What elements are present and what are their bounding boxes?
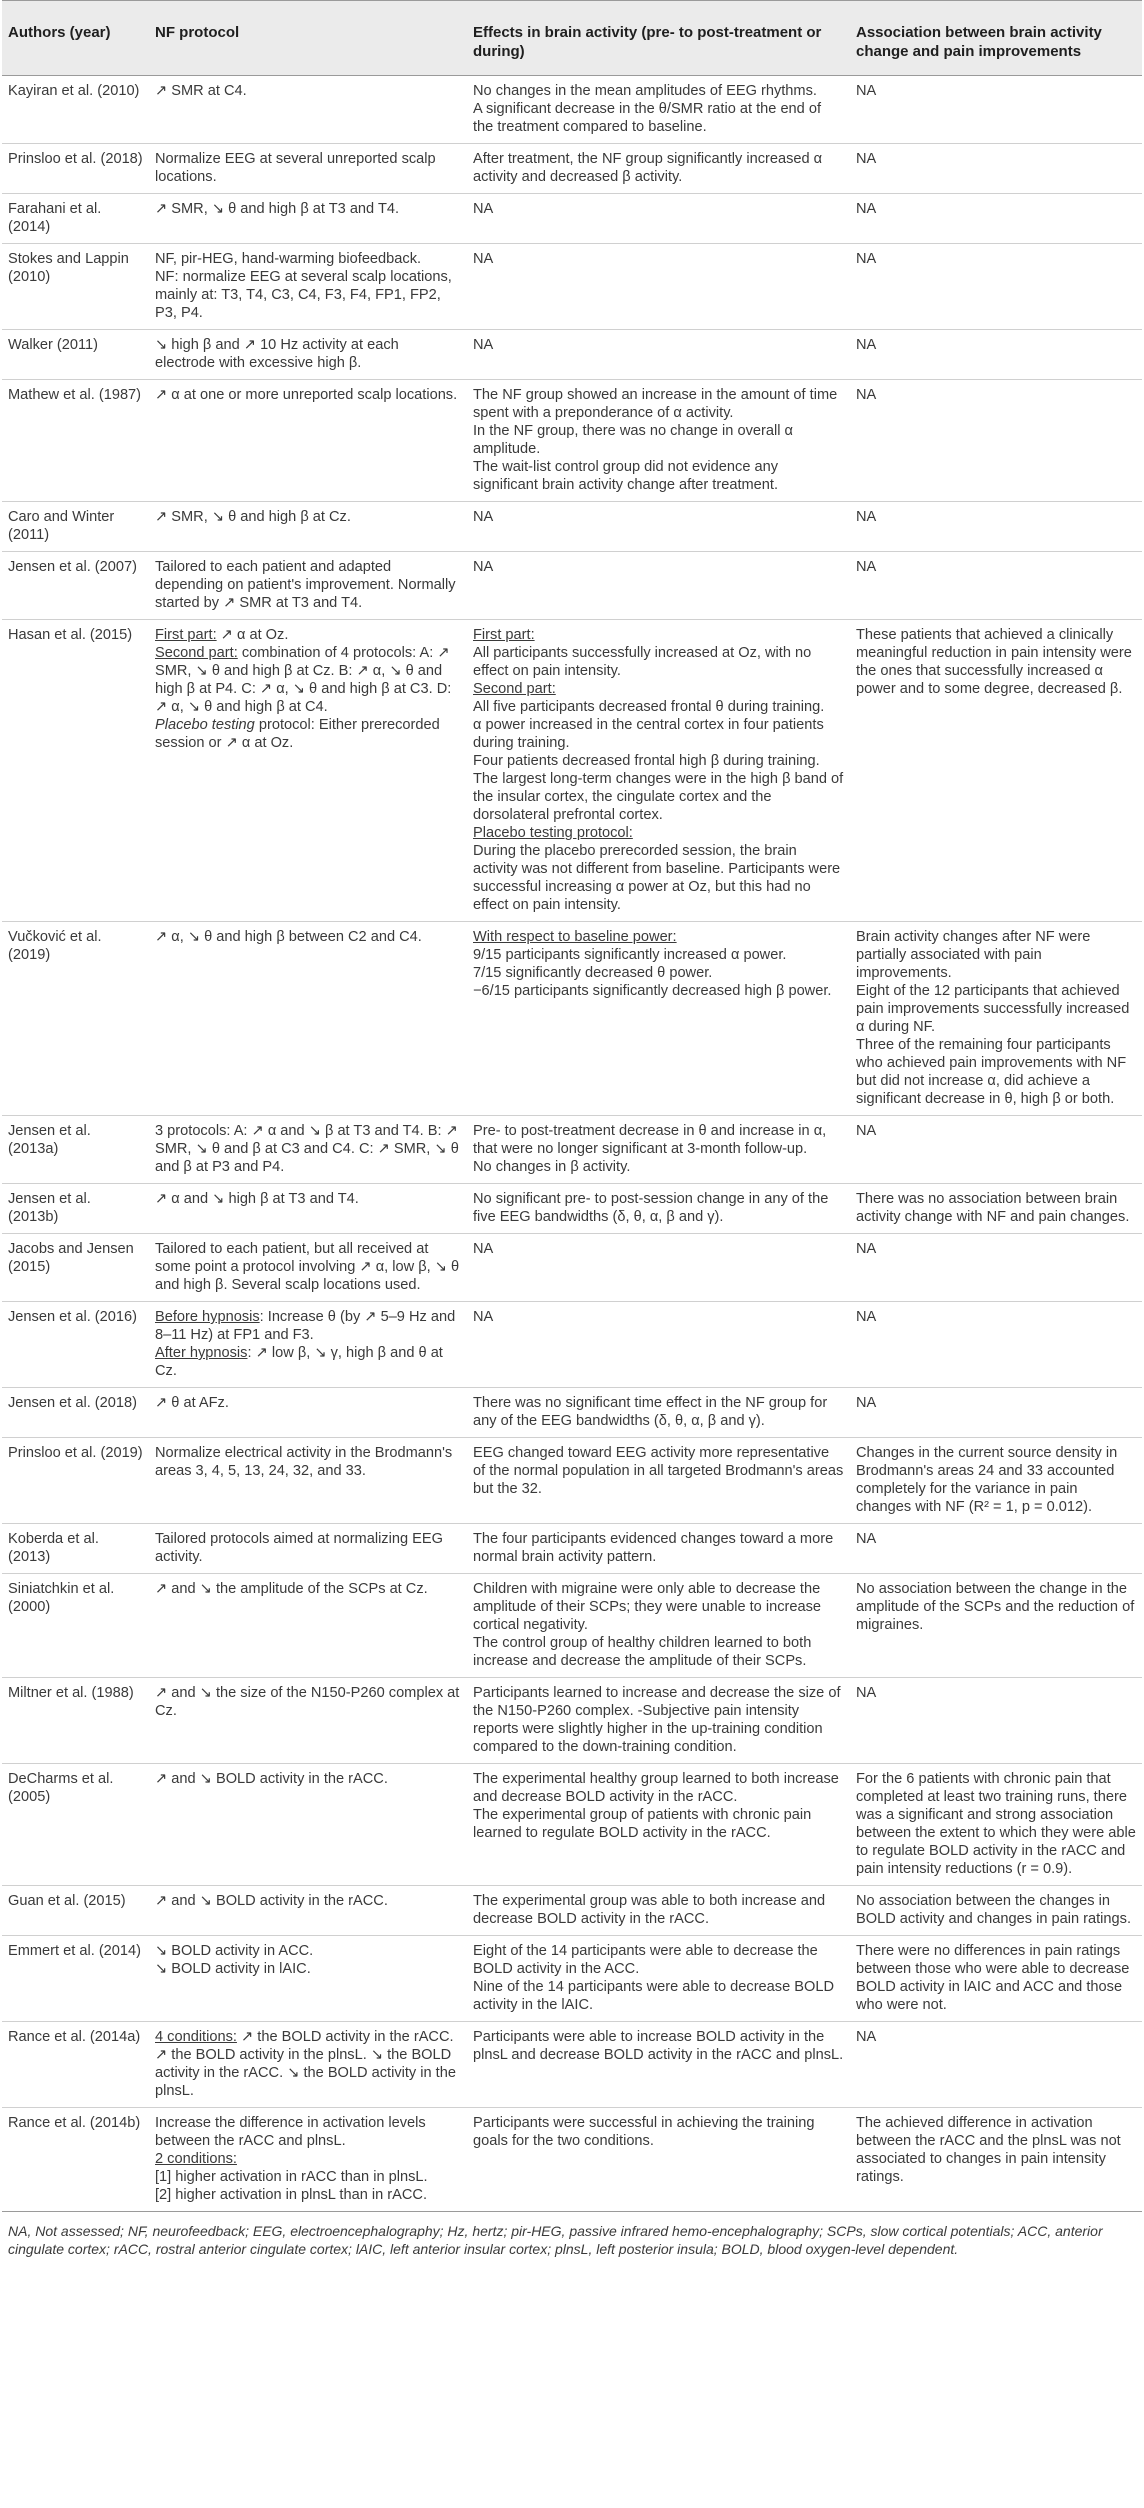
protocol-label: 4 conditions: (155, 2029, 237, 2045)
cell-author (2, 1388, 149, 1438)
effects-text: The NF group showed an increase in the amount of time spent with a preponderance of α activity. (473, 387, 838, 421)
protocol-text: 3 protocols: A: ↗ α and ↘ β at T3 and T4. B: ↗ SMR, ↘ θ and β at C3 and C4. C: ↗ SMR, ↘ θ and β at P3 and P4. (155, 1123, 459, 1175)
table-row (2, 1116, 1142, 1184)
cell-protocol (149, 244, 467, 330)
cell-effects (467, 1764, 850, 1886)
effects-text: In the NF group, there was no change in overall α amplitude. (473, 423, 793, 457)
protocol-text: ↗ and ↘ BOLD activity in the rACC. (155, 1771, 388, 1787)
table-row (2, 194, 1142, 244)
cell-protocol (149, 922, 467, 1116)
author-text: Prinsloo et al. (2018) (8, 151, 143, 167)
table-row (2, 620, 1142, 922)
cell-association (850, 1678, 1142, 1764)
association-text: NA (856, 559, 877, 575)
association-text: Changes in the current source density in Brodmann's areas 24 and 33 accounted completely for the variance in pain changes with NF (R² = 1, p = 0.012). (856, 1445, 1118, 1515)
protocol-text: Normalize EEG at several unreported scalp locations. (155, 151, 436, 185)
table-row (2, 144, 1142, 194)
protocol-text: : Increase θ (by ↗ 5–9 Hz and 8–11 Hz) at FP1 and F3. (155, 1309, 456, 1343)
effects-label: With respect to baseline power: (473, 929, 677, 945)
cell-author (2, 330, 149, 380)
cell-author (2, 1438, 149, 1524)
author-text: Mathew et al. (1987) (8, 387, 142, 403)
table-row (2, 1302, 1142, 1388)
effects-text: Four patients decreased frontal high β during training. (473, 753, 820, 769)
protocol-text: Tailored to each patient, but all received at some point a protocol involving ↗ α, low β, ↘ θ and high β. Several scalp locations used. (155, 1241, 460, 1293)
cell-author (2, 1886, 149, 1936)
table-row (2, 244, 1142, 330)
effects-text: α power increased in the central cortex in four patients during training. (473, 717, 824, 751)
effects-text: NA (473, 251, 494, 267)
cell-association (850, 1574, 1142, 1678)
author-text: Stokes and Lappin (2010) (8, 251, 129, 285)
cell-effects (467, 1234, 850, 1302)
association-text: These patients that achieved a clinically meaningful reduction in pain intensity were the ones that successfully increased α power and to some degree, decreased β. (856, 627, 1132, 697)
effects-text: The wait-list control group did not evidence any significant brain activity change after treatment. (473, 459, 779, 493)
cell-effects (467, 1302, 850, 1388)
cell-effects (467, 144, 850, 194)
protocol-text: ↗ α, ↘ θ and high β between C2 and C4. (155, 929, 422, 945)
author-text: Miltner et al. (1988) (8, 1685, 134, 1701)
association-text: NA (856, 1241, 877, 1257)
table-row (2, 1886, 1142, 1936)
cell-effects (467, 2022, 850, 2108)
cell-association (850, 1524, 1142, 1574)
cell-protocol (149, 1388, 467, 1438)
protocol-text: NF, pir-HEG, hand-warming biofeedback. (155, 251, 422, 267)
effects-text: There was no significant time effect in the NF group for any of the EEG bandwidths (δ, θ, α, β and γ). (473, 1395, 828, 1429)
effects-text: 9/15 participants significantly increased α power. (473, 947, 787, 963)
author-text: Rance et al. (2014a) (8, 2029, 141, 2045)
protocol-text: ↗ α at one or more unreported scalp locations. (155, 387, 458, 403)
effects-text: The experimental group was able to both increase and decrease BOLD activity in the rACC. (473, 1893, 826, 1927)
association-text: There were no differences in pain ratings between those who were able to decrease BOLD activity in lAIC and ACC and those who were not. (856, 1943, 1130, 2013)
table-row (2, 1438, 1142, 1524)
protocol-text: protocol: Either prerecorded session or ↗ α at Oz. (155, 717, 440, 751)
effects-text: NA (473, 201, 494, 217)
association-text: For the 6 patients with chronic pain that completed at least two training runs, there was a significant and strong association between the extent to which they were able to regulate BOLD activity in the rACC and pain intensity reductions (r = 0.9). (856, 1771, 1136, 1877)
effects-text: All participants successfully increased at Oz, with no effect on pain intensity. (473, 645, 812, 679)
association-text: NA (856, 151, 877, 167)
protocol-text: ↘ BOLD activity in lAIC. (155, 1961, 311, 1977)
author-text: Siniatchkin et al. (2000) (8, 1581, 115, 1615)
table-body (2, 76, 1142, 2212)
cell-protocol (149, 1936, 467, 2022)
table-row (2, 1388, 1142, 1438)
cell-effects (467, 922, 850, 1116)
author-text: Koberda et al. (2013) (8, 1531, 99, 1565)
effects-text: NA (473, 509, 494, 525)
header-authors: Authors (year) (2, 1, 149, 76)
cell-association (850, 1886, 1142, 1936)
protocol-condition: [2] higher activation in plnsL than in rACC. (155, 2187, 428, 2203)
author-text: Walker (2011) (8, 337, 99, 353)
cell-effects (467, 1388, 850, 1438)
cell-protocol (149, 1184, 467, 1234)
cell-association (850, 1764, 1142, 1886)
cell-effects (467, 330, 850, 380)
protocol-text: ↗ θ at AFz. (155, 1395, 229, 1411)
protocol-text: ↗ α and ↘ high β at T3 and T4. (155, 1191, 359, 1207)
cell-protocol (149, 1678, 467, 1764)
cell-association (850, 244, 1142, 330)
effects-text: EEG changed toward EEG activity more representative of the normal population in all targeted Brodmann's areas but the 32. (473, 1445, 844, 1497)
protocol-text: ↗ and ↘ the amplitude of the SCPs at Cz. (155, 1581, 428, 1597)
header-row (2, 1, 1142, 76)
effects-text: The largest long-term changes were in the high β band of the insular cortex, the cingulate cortex and the dorsolateral prefrontal cortex. (473, 771, 844, 823)
author-text: Hasan et al. (2015) (8, 627, 133, 643)
effects-text: Participants learned to increase and decrease the size of the N150-P260 complex. -Subjective pain intensity reports were slightly higher in the up-training condition compared to the down-training condition. (473, 1685, 841, 1755)
cell-protocol (149, 620, 467, 922)
association-text: NA (856, 509, 877, 525)
cell-protocol (149, 1764, 467, 1886)
effects-text: A significant decrease in the θ/SMR ratio at the end of the treatment compared to baseline. (473, 101, 822, 135)
author-text: Jensen et al. (2013a) (8, 1123, 91, 1157)
protocol-text: ↘ high β and ↗ 10 Hz activity at each electrode with excessive high β. (155, 337, 399, 371)
effects-text: During the placebo prerecorded session, the brain activity was not different from baseline. Participants were successful increasing α power at Oz, but this had no effect on pain intensity. (473, 843, 841, 913)
protocol-label: First part: (155, 627, 217, 643)
cell-effects (467, 1116, 850, 1184)
cell-protocol (149, 2108, 467, 2212)
table-row (2, 1234, 1142, 1302)
protocol-text: Increase the difference in activation levels between the rACC and plnsL. (155, 2115, 426, 2149)
effects-text: Eight of the 14 participants were able to decrease the BOLD activity in the ACC. (473, 1943, 818, 1977)
protocol-label: After hypnosis (155, 1345, 248, 1361)
cell-author (2, 922, 149, 1116)
cell-effects (467, 1574, 850, 1678)
table-row (2, 76, 1142, 144)
cell-author (2, 1936, 149, 2022)
author-text: Farahani et al. (2014) (8, 201, 102, 235)
author-text: Kayiran et al. (2010) (8, 83, 140, 99)
cell-protocol (149, 1886, 467, 1936)
table-row (2, 2108, 1142, 2212)
cell-author (2, 194, 149, 244)
effects-text: No changes in β activity. (473, 1159, 631, 1175)
association-text: NA (856, 83, 877, 99)
author-text: Guan et al. (2015) (8, 1893, 126, 1909)
cell-association (850, 620, 1142, 922)
association-text: Brain activity changes after NF were partially associated with pain improvements. (856, 929, 1091, 981)
association-text: No association between the changes in BOLD activity and changes in pain ratings. (856, 1893, 1132, 1927)
cell-protocol (149, 330, 467, 380)
table-row (2, 1678, 1142, 1764)
cell-effects (467, 1936, 850, 2022)
cell-line (155, 2150, 461, 2168)
table-row (2, 502, 1142, 552)
protocol-text: NF: normalize EEG at several scalp locations, mainly at: T3, T4, C3, C4, F3, F4, FP1, FP2, P3, P4. (155, 269, 452, 321)
cell-protocol (149, 502, 467, 552)
association-text: NA (856, 1123, 877, 1139)
association-text: There was no association between brain activity change with NF and pain changes. (856, 1191, 1130, 1225)
effects-text: No significant pre- to post-session change in any of the five EEG bandwidths (δ, θ, α, β and γ). (473, 1191, 829, 1225)
author-text: Caro and Winter (2011) (8, 509, 115, 543)
cell-author (2, 1678, 149, 1764)
protocol-text: Tailored to each patient and adapted depending on patient's improvement. Normally started by ↗ SMR at T3 and T4. (155, 559, 456, 611)
table-footnote: NA, Not assessed; NF, neurofeedback; EEG, electroencephalography; Hz, hertz; pir-HEG, passive infrared hemo-encephalography; SCPs, slow cortical potentials; ACC, anterior cingulate cortex; rACC, rostral anterior cingulate cortex; lAIC, left anterior insular cortex; plnsL, left posterior insula; BOLD, blood oxygen-level dependent. (8, 2223, 1103, 2257)
protocol-text: Tailored protocols aimed at normalizing EEG activity. (155, 1531, 443, 1565)
association-text: Three of the remaining four participants who achieved pain improvements with NF but did not increase α, did achieve a significant decrease in θ, high β or both. (856, 1037, 1127, 1107)
cell-protocol (149, 194, 467, 244)
cell-protocol (149, 1234, 467, 1302)
protocol-text: ↗ and ↘ BOLD activity in the rACC. (155, 1893, 388, 1909)
cell-protocol (149, 380, 467, 502)
cell-association (850, 1234, 1142, 1302)
table-row (2, 1764, 1142, 1886)
effects-text: −6/15 participants significantly decreased high β power. (473, 983, 832, 999)
cell-effects (467, 76, 850, 144)
cell-association (850, 76, 1142, 144)
cell-effects (467, 194, 850, 244)
table-row (2, 1574, 1142, 1678)
cell-association (850, 144, 1142, 194)
effects-text: Children with migraine were only able to decrease the amplitude of their SCPs; they were unable to increase cortical negativity. (473, 1581, 822, 1633)
cell-effects (467, 620, 850, 922)
cell-protocol (149, 2022, 467, 2108)
protocol-text: ↗ and ↘ the size of the N150-P260 complex at Cz. (155, 1685, 460, 1719)
cell-association (850, 502, 1142, 552)
table-row (2, 330, 1142, 380)
cell-line (155, 644, 461, 716)
cell-association (850, 922, 1142, 1116)
cell-author (2, 76, 149, 144)
cell-author (2, 502, 149, 552)
cell-author (2, 1524, 149, 1574)
protocol-label: 2 conditions: (155, 2151, 237, 2167)
effects-text: 7/15 significantly decreased θ power. (473, 965, 713, 981)
effects-text: Pre- to post-treatment decrease in θ and increase in α, that were no longer significant at 3-month follow-up. (473, 1123, 827, 1157)
cell-author (2, 1764, 149, 1886)
cell-protocol (149, 1116, 467, 1184)
cell-association (850, 330, 1142, 380)
cell-association (850, 1936, 1142, 2022)
author-text: Jacobs and Jensen (2015) (8, 1241, 134, 1275)
cell-line (155, 2028, 461, 2100)
protocol-label: Placebo testing (155, 717, 255, 733)
table-row (2, 552, 1142, 620)
cell-protocol (149, 144, 467, 194)
cell-protocol (149, 1524, 467, 1574)
association-text: No association between the change in the amplitude of the SCPs and the reduction of migraines. (856, 1581, 1135, 1633)
association-text: NA (856, 1395, 877, 1411)
association-text: NA (856, 1531, 877, 1547)
cell-author (2, 144, 149, 194)
cell-effects (467, 1886, 850, 1936)
cell-protocol (149, 552, 467, 620)
results-table (2, 0, 1142, 2212)
cell-association (850, 1388, 1142, 1438)
cell-protocol (149, 1302, 467, 1388)
association-text: NA (856, 387, 877, 403)
association-text: NA (856, 1309, 877, 1325)
table-row (2, 1936, 1142, 2022)
effects-label: First part: (473, 627, 535, 643)
cell-line (155, 1308, 461, 1344)
protocol-text: ↗ SMR, ↘ θ and high β at Cz. (155, 509, 351, 525)
cell-author (2, 552, 149, 620)
effects-text: NA (473, 1241, 494, 1257)
cell-association (850, 380, 1142, 502)
protocol-text: ↘ BOLD activity in ACC. (155, 1943, 314, 1959)
header-association: Association between brain activity change and pain improvements (850, 1, 1142, 76)
author-text: Emmert et al. (2014) (8, 1943, 142, 1959)
cell-line (155, 626, 461, 644)
cell-association (850, 2022, 1142, 2108)
table-header (2, 1, 1142, 76)
author-text: Vučković et al. (2019) (8, 929, 102, 963)
author-text: Jensen et al. (2016) (8, 1309, 137, 1325)
association-text: NA (856, 201, 877, 217)
cell-effects (467, 1438, 850, 1524)
cell-protocol (149, 76, 467, 144)
cell-effects (467, 502, 850, 552)
association-text: NA (856, 1685, 877, 1701)
protocol-condition: [1] higher activation in rACC than in plnsL. (155, 2169, 428, 2185)
table-row (2, 380, 1142, 502)
cell-author (2, 1574, 149, 1678)
cell-effects (467, 2108, 850, 2212)
association-text: Eight of the 12 participants that achieved pain improvements successfully increased α during NF. (856, 983, 1130, 1035)
effects-text: All five participants decreased frontal θ during training. (473, 699, 825, 715)
cell-association (850, 1438, 1142, 1524)
cell-protocol (149, 1438, 467, 1524)
association-text: NA (856, 2029, 877, 2045)
cell-author (2, 1184, 149, 1234)
effects-text: The experimental group of patients with chronic pain learned to regulate BOLD activity in the rACC. (473, 1807, 812, 1841)
association-text: NA (856, 337, 877, 353)
cell-association (850, 1184, 1142, 1234)
author-text: Jensen et al. (2013b) (8, 1191, 91, 1225)
author-text: Prinsloo et al. (2019) (8, 1445, 143, 1461)
cell-effects (467, 1184, 850, 1234)
effects-text: NA (473, 337, 494, 353)
cell-author (2, 1234, 149, 1302)
cell-author (2, 380, 149, 502)
cell-protocol (149, 1574, 467, 1678)
cell-line (155, 716, 461, 752)
effects-label: Second part: (473, 681, 556, 697)
effects-text: The experimental healthy group learned to both increase and decrease BOLD activity in the rACC. (473, 1771, 839, 1805)
cell-association (850, 2108, 1142, 2212)
association-text: NA (856, 251, 877, 267)
cell-effects (467, 380, 850, 502)
effects-text: After treatment, the NF group significantly increased α activity and decreased β activity. (473, 151, 823, 185)
protocol-text: Normalize electrical activity in the Brodmann's areas 3, 4, 5, 13, 24, 32, and 33. (155, 1445, 453, 1479)
author-text: Jensen et al. (2007) (8, 559, 137, 575)
author-text: Rance et al. (2014b) (8, 2115, 141, 2131)
protocol-label: Second part: (155, 645, 238, 661)
author-text: Jensen et al. (2018) (8, 1395, 137, 1411)
cell-author (2, 2022, 149, 2108)
cell-author (2, 620, 149, 922)
cell-author (2, 1116, 149, 1184)
cell-author (2, 1302, 149, 1388)
cell-association (850, 1302, 1142, 1388)
effects-text: Participants were successful in achieving the training goals for the two conditions. (473, 2115, 815, 2149)
effects-text: NA (473, 559, 494, 575)
protocol-text: : ↗ low β, ↘ γ, high β and θ at Cz. (155, 1345, 443, 1379)
effects-text: No changes in the mean amplitudes of EEG rhythms. (473, 83, 817, 99)
cell-association (850, 1116, 1142, 1184)
effects-text: Nine of the 14 participants were able to decrease BOLD activity in the lAIC. (473, 1979, 834, 2013)
cell-association (850, 552, 1142, 620)
cell-effects (467, 1524, 850, 1574)
table-row (2, 1524, 1142, 1574)
cell-effects (467, 1678, 850, 1764)
protocol-label: Before hypnosis (155, 1309, 260, 1325)
author-text: DeCharms et al. (2005) (8, 1771, 114, 1805)
table-row (2, 922, 1142, 1116)
protocol-text: ↗ the BOLD activity in the rACC. ↗ the BOLD activity in the plnsL. ↘ the BOLD activity in the rACC. ↘ the BOLD activity in the plnsL. (155, 2029, 456, 2099)
effects-text: The control group of healthy children learned to both increase and decrease the amplitude of their SCPs. (473, 1635, 812, 1669)
header-effects: Effects in brain activity (pre- to post-treatment or during) (467, 1, 850, 76)
protocol-text: combination of 4 protocols: A: ↗ SMR, ↘ θ and high β at Cz. B: ↗ α, ↘ θ and high β at P4. C: ↗ α, ↘ θ and high β at C3. D: ↗ α, ↘ θ and high β at C4. (155, 645, 452, 715)
table-row (2, 1184, 1142, 1234)
effects-text: Participants were able to increase BOLD activity in the plnsL and decrease BOLD activity in the rACC and plnsL. (473, 2029, 844, 2063)
protocol-text: ↗ α at Oz. (216, 627, 289, 643)
association-text: The achieved difference in activation between the rACC and the plnsL was not associated to changes in pain intensity ratings. (856, 2115, 1121, 2185)
cell-effects (467, 552, 850, 620)
cell-association (850, 194, 1142, 244)
header-protocol: NF protocol (149, 1, 467, 76)
table-row (2, 2022, 1142, 2108)
cell-author (2, 244, 149, 330)
effects-text: NA (473, 1309, 494, 1325)
protocol-text: ↗ SMR at C4. (155, 83, 247, 99)
cell-line (155, 1344, 461, 1380)
effects-text: The four participants evidenced changes toward a more normal brain activity pattern. (473, 1531, 834, 1565)
cell-author (2, 2108, 149, 2212)
cell-effects (467, 244, 850, 330)
protocol-text: ↗ SMR, ↘ θ and high β at T3 and T4. (155, 201, 400, 217)
effects-label: Placebo testing protocol: (473, 825, 633, 841)
